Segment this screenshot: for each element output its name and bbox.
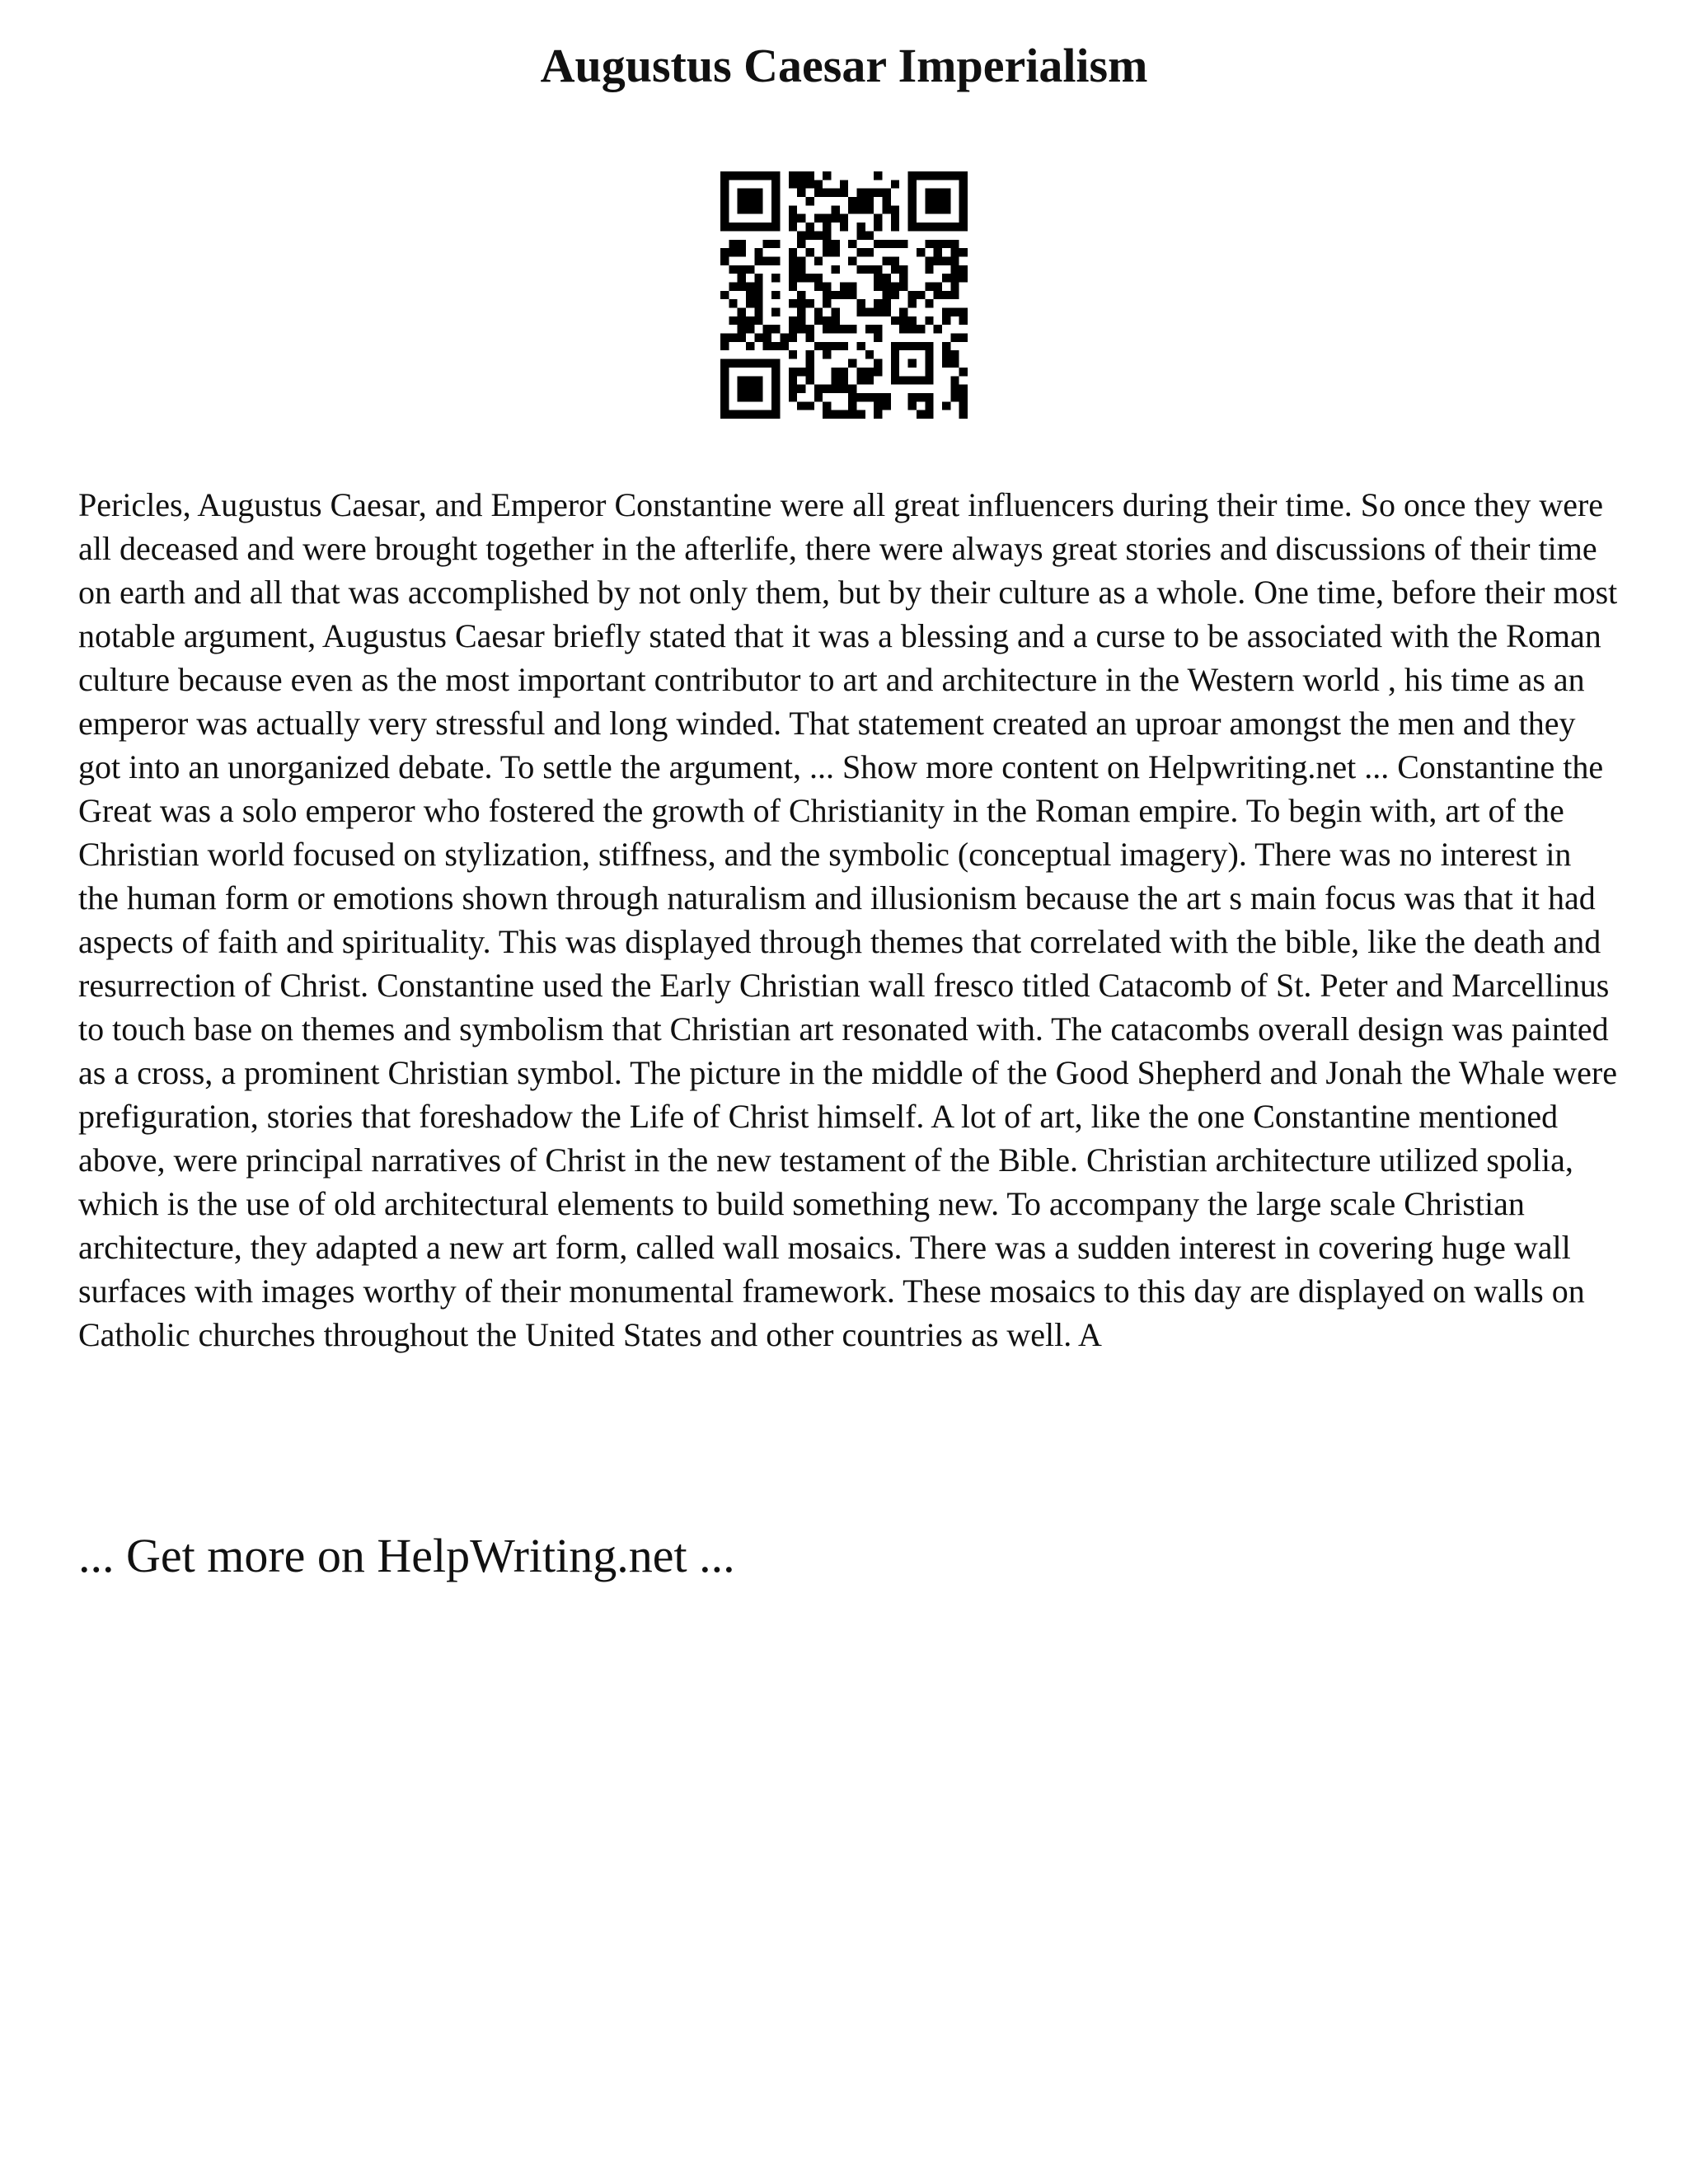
qr-code-icon xyxy=(720,171,968,419)
body-paragraph: Pericles, Augustus Caesar, and Emperor Constantine were all great influencers during their time. So once they were all deceased and were brought together in the afterlife, there were always great stories and discussions of their time on earth and all that was accomplished by not only them, but by their culture as a whole. One time, before their most notable argument, Augustus Caesar briefly stated that it was a blessing and a curse to be associated with the Roman culture because even as the most important contributor to art and architecture in the Western world , his time as an emperor was actually very stressful and long winded. That statement created an uproar amongst the men and they got into an unorganized debate. To settle the argument, ... Show more content on Helpwriting.net ... Constantine the Great was a solo emperor who fostered the growth of Christianity in the Roman empire. To begin with, art of the Christian world focused on stylization, stiffness, and the symbolic (conceptual imagery). There was no interest in the human form or emotions shown through naturalism and illusionism because the art s main focus was that it had aspects of faith and spirituality. This was displayed through themes that correlated with the bible, like the death and resurrection of Christ. Constantine used the Early Christian wall fresco titled Catacomb of St. Peter and Marcellinus to touch base on themes and symbolism that Christian art resonated with. The catacombs overall design was painted as a cross, a prominent Christian symbol. The picture in the middle of the Good Shepherd and Jonah the Whale were prefiguration, stories that foreshadow the Life of Christ himself. A lot of art, like the one Constantine mentioned above, were principal narratives of Christ in the new testament of the Bible. Christian architecture utilized spolia, which is the use of old architectural elements to build something new. To accompany the large scale Christian architecture, they adapted a new art form, called wall mosaics. There was a sudden interest in covering huge wall surfaces with images worthy of their monumental framework. These mosaics to this day are displayed on walls on Catholic churches throughout the United States and other countries as well. A xyxy=(78,486,1618,1353)
get-more-link[interactable]: ... Get more on HelpWriting.net ... xyxy=(78,1529,735,1582)
page-title: Augustus Caesar Imperialism xyxy=(540,39,1148,92)
